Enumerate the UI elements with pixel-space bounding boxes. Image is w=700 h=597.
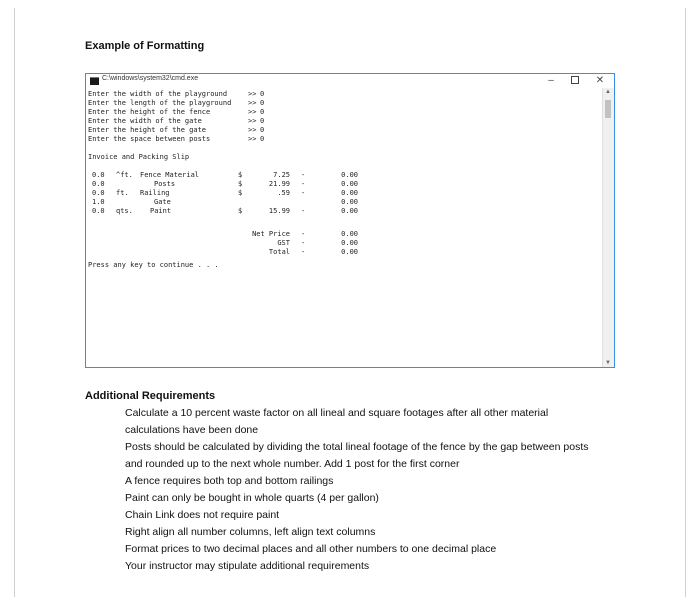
example-heading: Example of Formatting xyxy=(85,40,205,52)
console-title: C:\windows\system32\cmd.exe xyxy=(102,75,199,82)
requirement-item: Calculate a 10 percent waste factor on all lineal and square footages after all other material calculations have been done xyxy=(125,407,549,436)
invoice-price: 21.99 xyxy=(268,180,290,188)
invoice-dash: - xyxy=(301,189,306,197)
invoice-dollar: $ xyxy=(238,207,243,215)
invoice-item: Paint xyxy=(150,207,172,215)
summary-value: 0.00 xyxy=(341,239,358,247)
close-button[interactable]: ✕ xyxy=(595,75,605,86)
additional-requirements-heading: Additional Requirements xyxy=(85,390,216,402)
invoice-qty: 0.0 xyxy=(92,171,105,179)
invoice-item: Railing xyxy=(140,189,170,197)
invoice-dash: - xyxy=(301,171,306,179)
invoice-qty: 1.0 xyxy=(92,198,105,206)
console-output xyxy=(88,88,600,366)
invoice-total: 0.00 xyxy=(341,189,358,197)
minimize-button[interactable]: – xyxy=(548,75,554,86)
prompt-arrow: >> xyxy=(248,99,257,107)
continue-prompt: Press any key to continue . . . xyxy=(88,261,219,269)
scroll-up-icon[interactable]: ▲ xyxy=(605,89,611,95)
invoice-dollar: $ xyxy=(238,189,243,197)
prompt-label: Enter the height of the gate xyxy=(88,126,207,134)
prompt-value: 0 xyxy=(260,135,265,143)
prompt-value: 0 xyxy=(260,90,265,98)
invoice-qty: 0.0 xyxy=(92,180,105,188)
invoice-total: 0.00 xyxy=(341,198,358,206)
requirement-item: Chain Link does not require paint xyxy=(125,509,280,521)
prompt-value: 0 xyxy=(260,99,265,107)
invoice-dash: - xyxy=(301,180,306,188)
invoice-total: 0.00 xyxy=(341,180,358,188)
prompt-arrow: >> xyxy=(248,126,257,134)
invoice-title: Invoice and Packing Slip xyxy=(88,153,190,161)
requirement-item: A fence requires both top and bottom railings xyxy=(125,475,334,487)
invoice-unit: qts. xyxy=(116,207,133,215)
requirement-item: Paint can only be bought in whole quarts (4 per gallon) xyxy=(125,492,379,504)
prompt-arrow: >> xyxy=(248,108,257,116)
invoice-qty: 0.0 xyxy=(92,189,105,197)
summary-value: 0.00 xyxy=(341,230,358,238)
summary-dash: - xyxy=(301,248,306,256)
invoice-dollar: $ xyxy=(238,180,243,188)
invoice-dash: - xyxy=(301,207,306,215)
invoice-price: 7.25 xyxy=(273,171,290,179)
prompt-label: Enter the width of the playground xyxy=(88,90,228,98)
invoice-unit: ^ft. xyxy=(116,171,133,179)
requirement-item: Posts should be calculated by dividing the total lineal footage of the fence by the gap between posts and rounded up to the next whole number. Add 1 post for the first corner xyxy=(125,441,589,470)
prompt-arrow: >> xyxy=(248,135,257,143)
prompt-label: Enter the width of the gate xyxy=(88,117,202,125)
prompt-arrow: >> xyxy=(248,90,257,98)
invoice-dollar: $ xyxy=(238,171,243,179)
invoice-item: Posts xyxy=(154,180,176,188)
invoice-item: Fence Material xyxy=(140,171,200,179)
invoice-total: 0.00 xyxy=(341,171,358,179)
summary-label: Net Price xyxy=(252,230,290,238)
requirement-item: Format prices to two decimal places and all other numbers to one decimal place xyxy=(125,543,497,555)
maximize-icon xyxy=(571,76,579,84)
requirement-item: Your instructor may stipulate additional requirements xyxy=(125,560,370,572)
maximize-button[interactable] xyxy=(564,74,586,88)
invoice-unit: ft. xyxy=(116,189,129,197)
prompt-label: Enter the length of the playground xyxy=(88,99,232,107)
scroll-thumb[interactable] xyxy=(605,100,611,118)
summary-value: 0.00 xyxy=(341,248,358,256)
prompt-value: 0 xyxy=(260,108,265,116)
prompt-value: 0 xyxy=(260,117,265,125)
invoice-price: .59 xyxy=(277,189,290,197)
prompt-label: Enter the space between posts xyxy=(88,135,211,143)
invoice-price: 15.99 xyxy=(268,207,290,215)
scroll-down-icon[interactable]: ▼ xyxy=(605,360,611,366)
console-titlebar[interactable] xyxy=(86,74,614,88)
invoice-item: Gate xyxy=(154,198,171,206)
prompt-arrow: >> xyxy=(248,117,257,125)
requirements-list xyxy=(125,405,595,575)
invoice-qty: 0.0 xyxy=(92,207,105,215)
summary-label: GST xyxy=(277,239,290,247)
requirement-item: Right align all number columns, left align text columns xyxy=(125,526,376,538)
invoice-total: 0.00 xyxy=(341,207,358,215)
console-app-icon xyxy=(90,77,99,85)
summary-dash: - xyxy=(301,239,306,247)
summary-dash: - xyxy=(301,230,306,238)
prompt-value: 0 xyxy=(260,126,265,134)
prompt-label: Enter the height of the fence xyxy=(88,108,211,116)
console-scrollbar[interactable] xyxy=(602,88,614,367)
summary-label: Total xyxy=(268,248,290,256)
console-window xyxy=(85,73,615,368)
